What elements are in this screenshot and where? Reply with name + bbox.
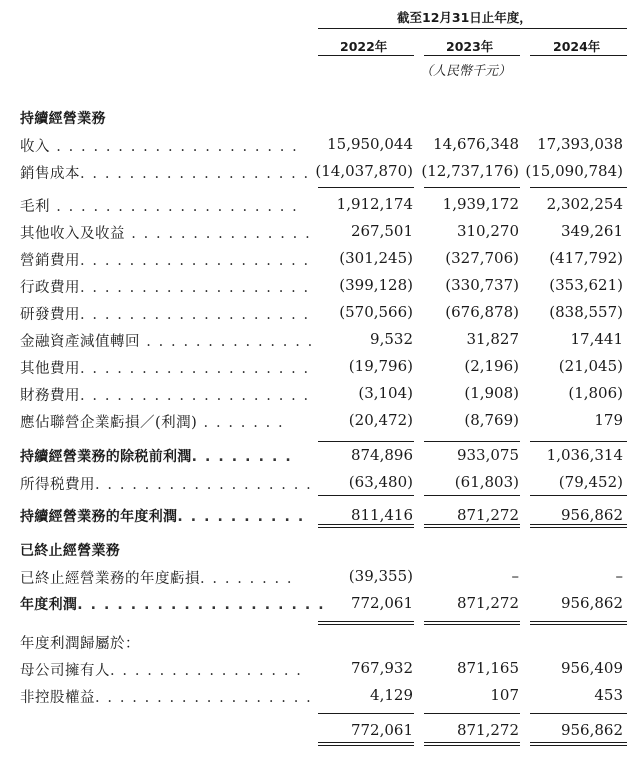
total-dbl-rule-c2b (424, 745, 520, 746)
row-label (20, 303, 310, 324)
value-2022: 772,061 (350, 594, 413, 612)
table-row (0, 326, 640, 352)
attrib-rule-c2 (424, 713, 520, 714)
table-row (0, 563, 640, 589)
table-row (0, 536, 640, 562)
row-label (20, 384, 310, 405)
tax-rule-c3 (530, 495, 627, 496)
cont-profit-dbl-rule-c2b (424, 527, 520, 528)
year-2023: 2023年 (446, 39, 494, 54)
value-2024: (21,045) (558, 357, 623, 375)
profit-dbl-rule-c1a (318, 621, 414, 622)
value-2024: – (615, 567, 623, 585)
profit-dbl-rule-c1b (318, 624, 414, 625)
value-2023: 871,272 (456, 506, 519, 524)
leader-dots: . . . . . . . . (191, 449, 293, 465)
year-2022: 2022年 (340, 39, 388, 54)
value-2024: (79,452) (558, 473, 623, 491)
total-dbl-rule-c2a (424, 742, 520, 743)
cont-profit-dbl-rule-c2a (424, 524, 520, 525)
row-label (20, 446, 292, 466)
year-rule-2024 (530, 55, 627, 56)
leader-dots: . . . . . . . . . . . . . . . . . . . (80, 361, 310, 377)
year-rule-2022 (318, 55, 414, 56)
row-label (20, 594, 325, 614)
row-label-text: 金融資產減值轉回 (20, 334, 140, 350)
value-2024: 956,409 (560, 659, 623, 677)
row-label-text: 行政費用 (20, 280, 80, 296)
total-dbl-rule-c1a (318, 742, 414, 743)
value-2022: (39,355) (348, 567, 413, 585)
leader-dots: . . . . . . . . . . . . . . . . . . . (80, 253, 310, 269)
value-2022: 9,532 (370, 330, 413, 348)
value-2023: 31,827 (466, 330, 519, 348)
value-2022: 874,896 (350, 446, 413, 464)
pretax-rule-c1 (318, 441, 414, 442)
value-2024: (417,792) (549, 249, 623, 267)
unit-caption: （人民幣千元） (420, 64, 512, 79)
cont-profit-dbl-rule-c1b (318, 527, 414, 528)
row-label (20, 506, 305, 526)
row-label-text: 財務費用 (20, 388, 80, 404)
leader-dots: . . . . . . . . . . . . . . . . (110, 663, 303, 679)
row-label (20, 473, 312, 494)
subtotal-rule-c1 (318, 187, 414, 188)
value-2023: 871,272 (456, 721, 519, 739)
row-label (20, 162, 310, 183)
leader-dots: . . . . . . . . (200, 571, 294, 587)
row-label (20, 330, 314, 351)
row-label-text: 非控股權益 (20, 690, 95, 706)
leader-dots: . . . . . . . . . . . . . . . . . . . (80, 166, 310, 182)
value-2024: (1,806) (568, 384, 623, 402)
value-2023: 933,075 (456, 446, 519, 464)
leader-dots: . . . . . . . . . . . . . . . . . . . (80, 280, 310, 296)
value-2022: (19,796) (348, 357, 413, 375)
row-label-text: 持續經營業務的除税前利潤 (20, 449, 192, 465)
table-row (0, 469, 640, 495)
row-label-text: 年度利潤 (20, 597, 78, 613)
cont-profit-dbl-rule-c3b (530, 527, 627, 528)
row-label-text: 母公司擁有人 (20, 663, 110, 679)
value-2024: 453 (594, 686, 623, 704)
value-2022: (63,480) (348, 473, 413, 491)
value-2023: (327,706) (445, 249, 519, 267)
table-row (0, 590, 640, 616)
value-2024: (15,090,784) (525, 162, 623, 180)
row-label-text: 應佔聯營企業虧損／(利潤) (20, 415, 198, 431)
value-2023: (1,908) (464, 384, 519, 402)
row-label-text: 持續經營業務的年度利潤 (20, 509, 178, 525)
value-2024: 17,441 (570, 330, 623, 348)
row-label (20, 108, 106, 128)
row-label (20, 686, 312, 707)
row-label (20, 632, 140, 653)
value-2023: (330,737) (445, 276, 519, 294)
tax-rule-c1 (318, 495, 414, 496)
value-2022: 267,501 (350, 222, 413, 240)
leader-dots: . . . . . . . . . . . . . . . (125, 226, 312, 242)
leader-dots: . . . . . . . . . . . . . . (140, 334, 314, 350)
value-2022: 767,932 (350, 659, 413, 677)
value-2024: 956,862 (560, 594, 623, 612)
value-2024: 956,862 (560, 506, 623, 524)
leader-dots: . . . . . . . (197, 415, 285, 431)
table-row (0, 628, 640, 654)
row-label (20, 540, 120, 560)
value-2023: (8,769) (464, 411, 519, 429)
value-2024: 1,036,314 (546, 446, 623, 464)
row-label (20, 276, 310, 297)
attrib-rule-c1 (318, 713, 414, 714)
table-row (0, 104, 640, 130)
row-label (20, 135, 298, 156)
value-2022: (570,566) (339, 303, 413, 321)
year-rule-2023 (424, 55, 520, 56)
value-2023: 1,939,172 (442, 195, 519, 213)
value-2022: (14,037,870) (315, 162, 413, 180)
total-dbl-rule-c3a (530, 742, 627, 743)
table-row (0, 407, 640, 433)
leader-dots: . . . . . . . . . . . . . . . . . . . (77, 597, 326, 613)
row-label-text: 毛利 (20, 199, 50, 215)
total-dbl-rule-c1b (318, 745, 414, 746)
value-2022: (399,128) (339, 276, 413, 294)
table-row (0, 682, 640, 708)
value-2023: 14,676,348 (433, 135, 519, 153)
table-row (0, 158, 640, 184)
profit-dbl-rule-c2a (424, 621, 520, 622)
value-2024: (353,621) (549, 276, 623, 294)
value-2022: (3,104) (358, 384, 413, 402)
row-label (20, 567, 293, 588)
value-2022: 15,950,044 (327, 135, 413, 153)
cont-profit-dbl-rule-c3a (530, 524, 627, 525)
table-row (0, 655, 640, 681)
value-2024: 17,393,038 (537, 135, 623, 153)
value-2023: (61,803) (454, 473, 519, 491)
table-row (0, 353, 640, 379)
row-label (20, 222, 311, 243)
profit-dbl-rule-c2b (424, 624, 520, 625)
row-label (20, 249, 310, 270)
row-label (20, 659, 302, 680)
table-row (0, 245, 640, 271)
row-label-text: 研發費用 (20, 307, 80, 323)
row-label-text: 銷售成本 (20, 166, 80, 182)
value-2023: (2,196) (464, 357, 519, 375)
value-2024: 179 (594, 411, 623, 429)
year-2024: 2024年 (553, 39, 601, 54)
value-2022: 772,061 (350, 721, 413, 739)
header-rule (318, 28, 627, 29)
subtotal-rule-c3 (530, 187, 627, 188)
value-2023: – (511, 567, 519, 585)
period-caption: 截至12月31日止年度， (397, 10, 532, 25)
value-2024: 349,261 (560, 222, 623, 240)
profit-dbl-rule-c3a (530, 621, 627, 622)
row-label-text: 其他收入及收益 (20, 226, 125, 242)
row-label-text: 已終止經營業務的年度虧損 (20, 571, 200, 587)
value-2023: 107 (490, 686, 519, 704)
value-2023: (12,737,176) (421, 162, 519, 180)
tax-rule-c2 (424, 495, 520, 496)
row-label-text: 其他費用 (20, 361, 80, 377)
row-label-text: 所得税費用 (20, 477, 95, 493)
leader-dots: . . . . . . . . . . . . . . . . . . . (80, 307, 310, 323)
value-2022: 1,912,174 (336, 195, 413, 213)
table-row (0, 442, 640, 468)
table-row (0, 380, 640, 406)
row-label-text: 營銷費用 (20, 253, 80, 269)
table-row (0, 299, 640, 325)
table-row (0, 717, 640, 743)
value-2022: 811,416 (350, 506, 413, 524)
subtotal-rule-c2 (424, 187, 520, 188)
value-2024: 2,302,254 (546, 195, 623, 213)
value-2024: (838,557) (549, 303, 623, 321)
table-row (0, 191, 640, 217)
leader-dots: . . . . . . . . . . . . . . . . . . . (80, 388, 310, 404)
row-label-text: 收入 (20, 139, 50, 155)
table-row (0, 272, 640, 298)
attrib-rule-c3 (530, 713, 627, 714)
leader-dots: . . . . . . . . . . . . . . . . . . . . (50, 199, 299, 215)
leader-dots: . . . . . . . . . . . . . . . . . . (95, 477, 313, 493)
leader-dots: . . . . . . . . . . . . . . . . . . (95, 690, 313, 706)
value-2023: 871,165 (456, 659, 519, 677)
row-label-text: 年度利潤歸屬於： (20, 636, 140, 652)
leader-dots: . . . . . . . . . . . . . . . . . . . . (50, 139, 299, 155)
total-dbl-rule-c3b (530, 745, 627, 746)
value-2022: 4,129 (370, 686, 413, 704)
row-label (20, 195, 298, 216)
table-row (0, 131, 640, 157)
pretax-rule-c3 (530, 441, 627, 442)
value-2022: (301,245) (339, 249, 413, 267)
row-label (20, 357, 310, 378)
value-2023: 871,272 (456, 594, 519, 612)
value-2023: 310,270 (456, 222, 519, 240)
table-row (0, 218, 640, 244)
leader-dots: . . . . . . . . . . (177, 509, 305, 525)
value-2023: (676,878) (445, 303, 519, 321)
value-2022: (20,472) (348, 411, 413, 429)
row-label-text: 已終止經營業務 (20, 543, 121, 559)
cont-profit-dbl-rule-c1a (318, 524, 414, 525)
row-label-text: 持續經營業務 (20, 111, 106, 127)
pretax-rule-c2 (424, 441, 520, 442)
profit-dbl-rule-c3b (530, 624, 627, 625)
row-label (20, 411, 284, 432)
value-2024: 956,862 (560, 721, 623, 739)
